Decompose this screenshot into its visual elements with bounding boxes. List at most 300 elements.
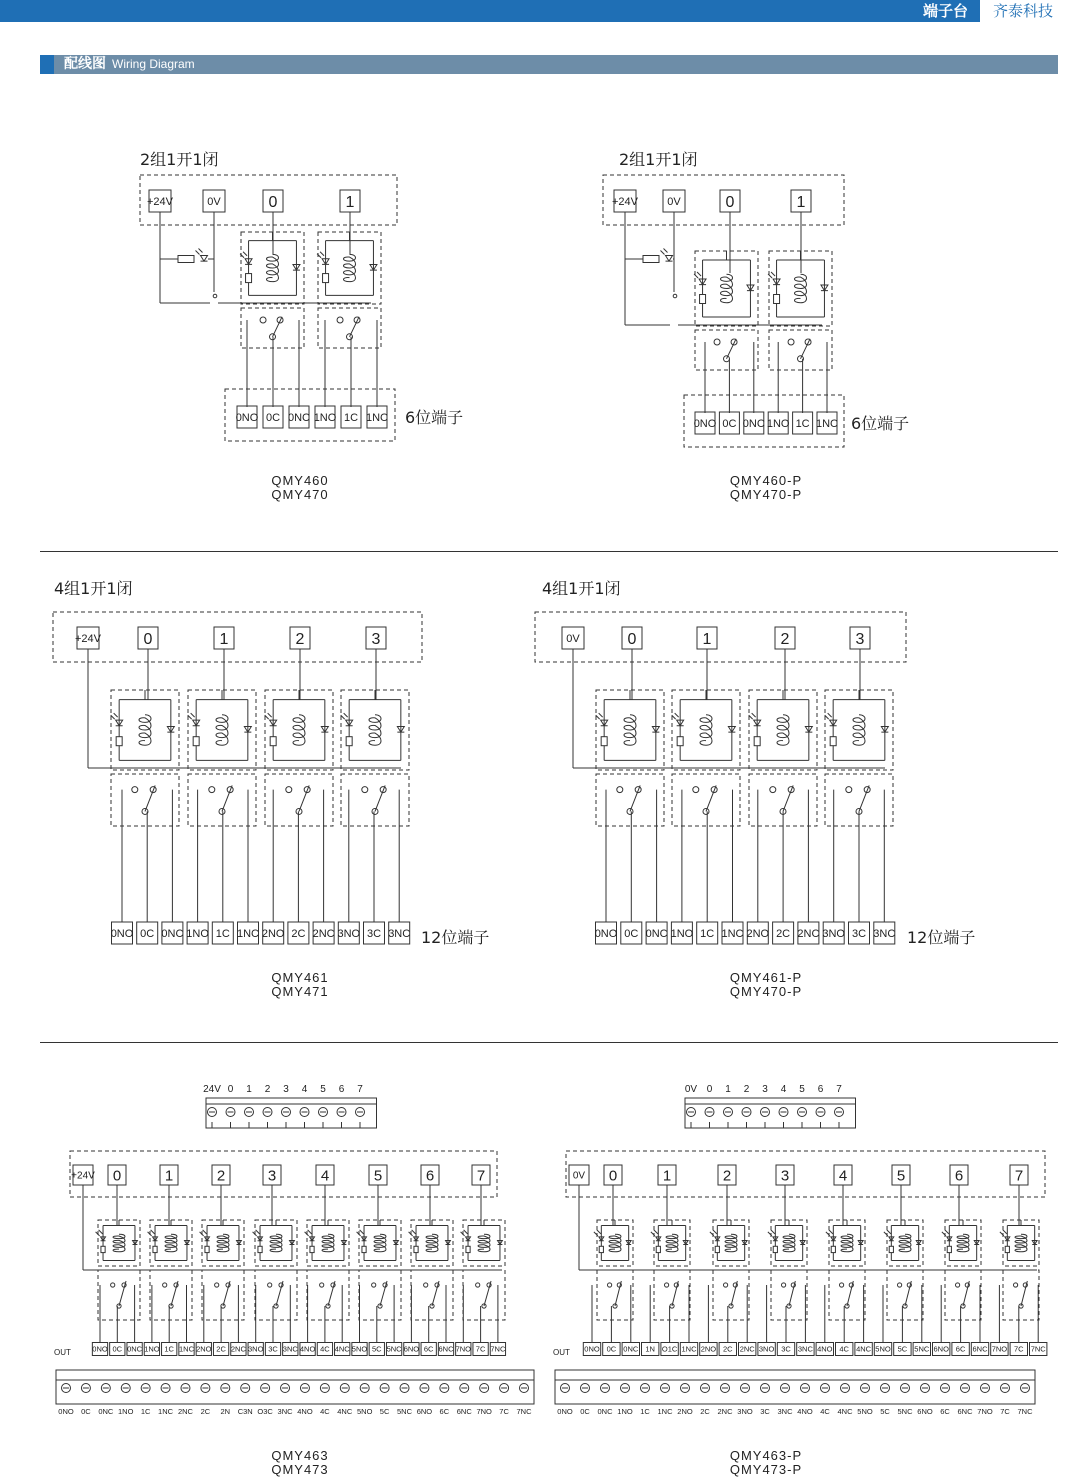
contact-point: [770, 787, 776, 793]
contact-point: [693, 787, 699, 793]
coil-icon: [165, 1234, 177, 1251]
led-ray: [99, 1230, 103, 1234]
coil-icon: [609, 1234, 621, 1251]
led-ray: [675, 713, 679, 717]
led-ray: [752, 713, 756, 717]
terminal-0c: 0C: [722, 417, 737, 430]
terminal-3no: 3NO: [247, 1344, 264, 1354]
terminal-1c: 1C: [164, 1344, 174, 1354]
relay-contact-frame: [695, 330, 758, 370]
header-label-5: 4: [301, 1084, 308, 1095]
led-ray: [599, 713, 603, 717]
bottom-label-19: 6C: [439, 1407, 450, 1416]
contact-point: [286, 787, 292, 793]
input-6: 6: [954, 1167, 964, 1185]
group-label: 4组1开1闭: [54, 579, 133, 598]
terminal-7c: 7C: [1014, 1344, 1024, 1354]
bottom-label-22: 7C: [1000, 1407, 1010, 1416]
terminal-3c: 3C: [781, 1344, 791, 1354]
relay-contact-frame: [771, 1270, 807, 1320]
terminal-0c: 0C: [140, 927, 155, 940]
bottom-label-5: 1NC: [158, 1407, 174, 1416]
bottom-label-3: 1NO: [118, 1407, 134, 1416]
bottom-label-0: 0NO: [58, 1407, 74, 1416]
resistor-icon: [831, 1246, 835, 1252]
coil-icon: [369, 715, 381, 745]
bottom-label-22: 7C: [499, 1407, 509, 1416]
terminal-3no: 3NO: [337, 927, 361, 940]
terminal-5nc: 5NC: [386, 1344, 402, 1354]
input-24v: +24V: [147, 195, 173, 208]
header-label-3: 2: [743, 1084, 750, 1095]
terminal-3c: 3C: [268, 1344, 278, 1354]
section-title-cn: 配线图: [64, 56, 106, 72]
bottom-label-1: 0C: [81, 1407, 91, 1416]
coil-icon: [267, 254, 279, 281]
input-6: 6: [425, 1167, 435, 1185]
terminal-6c: 6C: [423, 1344, 434, 1354]
header-label-6: 5: [320, 1084, 326, 1095]
coil-icon: [853, 715, 865, 745]
input-7: 7: [476, 1167, 486, 1185]
resistor-icon: [715, 1246, 719, 1252]
input-0: 0: [112, 1167, 122, 1185]
bottom-label-18: 6NO: [917, 1407, 933, 1416]
resistor-icon: [656, 1246, 660, 1252]
input-1: 1: [219, 630, 229, 648]
relay-contact-frame: [829, 1270, 865, 1320]
terminal-caption: 12位端子: [907, 928, 976, 947]
contact-point: [132, 787, 138, 793]
coil-icon: [478, 1234, 490, 1251]
category-label: 端子台: [922, 2, 968, 20]
led-icon: [666, 256, 673, 262]
resistor-icon: [947, 1246, 951, 1252]
model-number: QMY461: [271, 970, 329, 985]
contact-point: [215, 1283, 219, 1287]
terminal-5no: 5NO: [351, 1344, 368, 1354]
header-label-3: 2: [264, 1084, 271, 1095]
input-24v: +24V: [71, 1170, 95, 1182]
header-label-7: 6: [817, 1084, 824, 1095]
coil-icon: [700, 715, 712, 745]
resistor-icon: [466, 1246, 470, 1252]
led-ray: [320, 252, 324, 256]
led-ray: [828, 713, 832, 717]
terminal-1c: 1C: [215, 927, 230, 940]
resistor-icon: [773, 1246, 777, 1252]
input-5: 5: [373, 1167, 383, 1185]
resistor-icon: [414, 1246, 418, 1252]
terminal-0no: 0NO: [92, 1344, 108, 1354]
input-0: 0: [608, 1167, 618, 1185]
terminal-0nc: 0NC: [623, 1344, 639, 1354]
coil-icon: [293, 715, 305, 745]
terminal-6no: 6NO: [403, 1344, 420, 1354]
resistor-icon: [178, 256, 194, 263]
switch-point: [673, 294, 677, 298]
header-label-1: 0: [227, 1084, 234, 1095]
coil-icon: [344, 254, 356, 281]
input-2: 2: [722, 1167, 732, 1185]
coil-icon: [426, 1234, 438, 1251]
contact-point: [424, 1283, 428, 1287]
terminal-1nc: 1NC: [721, 927, 744, 940]
terminal-2c: 2C: [776, 927, 791, 940]
terminal-5c: 5C: [372, 1344, 382, 1354]
contact-point: [788, 339, 794, 345]
input-4: 4: [320, 1167, 330, 1185]
switch-point: [213, 294, 217, 298]
header-label-8: 7: [357, 1084, 363, 1095]
bottom-label-11: 3NC: [777, 1407, 793, 1416]
terminal-6nc: 6NC: [972, 1344, 988, 1354]
resistor-icon: [643, 256, 659, 263]
input-0: 0: [268, 193, 278, 211]
terminal-0no: 0NO: [693, 417, 717, 430]
relay-contact-frame: [318, 308, 381, 348]
model-number: QMY470-P: [729, 487, 803, 502]
bottom-label-10: O3C: [257, 1407, 273, 1416]
led-ray: [196, 251, 200, 255]
header-label-6: 5: [799, 1084, 805, 1095]
bottom-label-19: 6C: [940, 1407, 950, 1416]
bottom-label-23: 7NC: [1017, 1407, 1033, 1416]
coil-icon: [139, 715, 151, 745]
resistor-icon: [153, 1246, 157, 1252]
terminal-0no: 0NO: [235, 411, 259, 424]
resistor-icon: [889, 1246, 893, 1252]
resistor-icon: [346, 737, 352, 746]
header-label-2: 1: [246, 1084, 252, 1095]
led-ray: [151, 1230, 155, 1234]
terminal-2no: 2NO: [700, 1344, 717, 1354]
terminal-3nc: 3NC: [797, 1344, 813, 1354]
model-number: QMY463-P: [729, 1448, 803, 1463]
resistor-icon: [700, 295, 706, 304]
contact-point: [209, 787, 215, 793]
resistor-icon: [774, 295, 780, 304]
group-label: 2组1开1闭: [140, 150, 219, 169]
terminal-caption: 6位端子: [405, 408, 464, 427]
out-label: OUT: [553, 1348, 570, 1357]
out-label: OUT: [54, 1348, 71, 1357]
terminal-5no: 5NO: [875, 1344, 891, 1354]
terminal-0c: 0C: [606, 1344, 617, 1354]
terminal-1nc: 1NC: [178, 1344, 195, 1354]
contact-point: [111, 1283, 115, 1287]
contact-point: [476, 1283, 480, 1287]
terminal-2no: 2NO: [196, 1344, 212, 1354]
contact-point: [782, 1283, 786, 1287]
contact-point: [665, 1283, 669, 1287]
coil-icon: [217, 1234, 229, 1251]
header-label-8: 7: [836, 1084, 842, 1095]
bottom-label-5: 1NC: [657, 1407, 673, 1416]
led-ray: [771, 272, 775, 276]
terminal-0nc: 0NC: [742, 417, 765, 430]
bottom-label-9: C3N: [237, 1407, 253, 1416]
terminal-7nc: 7NC: [490, 1344, 506, 1354]
header-label-7: 6: [338, 1084, 345, 1095]
coil-icon: [270, 1234, 282, 1251]
contact-point: [362, 787, 368, 793]
terminal-3c: 3C: [366, 927, 382, 940]
relay-contact-frame: [463, 1270, 505, 1320]
bottom-label-12: 4NO: [297, 1407, 313, 1416]
terminal-0nc: 0NC: [645, 927, 668, 940]
bottom-label-15: 5NO: [857, 1407, 873, 1416]
model-number: QMY463: [271, 1448, 329, 1463]
terminal-0c: 0C: [112, 1344, 123, 1354]
contact-point: [608, 1283, 612, 1287]
terminal-3nc: 3NC: [388, 927, 411, 940]
contact-point: [724, 1283, 728, 1287]
input-0v: 0V: [572, 1170, 586, 1182]
model-number: QMY461-P: [729, 970, 803, 985]
terminal-1n: 1N: [645, 1344, 655, 1354]
model-number: QMY470-P: [729, 984, 803, 999]
contact-point: [337, 317, 343, 323]
input-1: 1: [702, 630, 712, 648]
terminal-7c: 7C: [475, 1344, 486, 1354]
led-ray: [256, 1230, 260, 1234]
terminal-2nc: 2NC: [739, 1344, 755, 1354]
coil-icon: [666, 1234, 678, 1251]
relay-contact-frame: [150, 1270, 192, 1320]
model-number: QMY470: [271, 487, 329, 502]
bottom-label-7: 2C: [200, 1407, 211, 1416]
relay-contact-frame: [98, 1270, 140, 1320]
resistor-icon: [246, 274, 252, 283]
relay-contact-frame: [265, 774, 333, 826]
bottom-label-6: 2NO: [677, 1407, 693, 1416]
terminal-2nc: 2NC: [797, 927, 820, 940]
coil-icon: [113, 1234, 125, 1251]
input-5: 5: [896, 1167, 906, 1185]
coil-icon: [783, 1234, 795, 1251]
bottom-label-20: 6NC: [456, 1407, 472, 1416]
input-3: 3: [267, 1167, 277, 1185]
input-0v: 0V: [207, 195, 221, 208]
bottom-label-14: 4NC: [837, 1407, 853, 1416]
resistor-icon: [677, 737, 683, 746]
terminal-1c: 1C: [343, 411, 359, 424]
input-0: 0: [143, 630, 153, 648]
contact-point: [268, 1283, 272, 1287]
contact-point: [714, 339, 720, 345]
terminal-0no: 0NO: [110, 927, 134, 940]
contact-point: [163, 1283, 167, 1287]
terminal-1no: 1NO: [766, 417, 790, 430]
header-label-5: 4: [780, 1084, 787, 1095]
terminal-1nc: 1NC: [681, 1344, 697, 1354]
coil-icon: [624, 715, 636, 745]
terminal-0c: 0C: [265, 411, 281, 424]
input-0v: 0V: [566, 632, 580, 645]
terminal-1no: 1NO: [670, 927, 694, 940]
terminal-0no: 0NO: [594, 927, 618, 940]
contact-point: [260, 317, 266, 323]
terminal-1nc: 1NC: [236, 927, 260, 940]
terminal-5nc: 5NC: [914, 1344, 930, 1354]
coil-icon: [899, 1234, 911, 1251]
input-0v: 0V: [667, 195, 681, 208]
input-3: 3: [780, 1167, 790, 1185]
group-label: 4组1开1闭: [542, 579, 621, 598]
input-1: 1: [164, 1167, 174, 1185]
terminal-0nc: 0NC: [287, 411, 311, 424]
terminal-2no: 2NO: [746, 927, 770, 940]
model-number: QMY460-P: [729, 473, 803, 488]
header-label-0: 24V: [203, 1084, 221, 1095]
resistor-icon: [599, 1246, 603, 1252]
terminal-4c: 4C: [320, 1344, 330, 1354]
coil-icon: [374, 1234, 386, 1251]
bottom-label-17: 5NC: [897, 1407, 913, 1416]
terminal-3nc: 3NC: [873, 927, 896, 940]
led-ray: [114, 713, 118, 717]
coil-icon: [777, 715, 789, 745]
model-number: QMY473-P: [729, 1462, 803, 1477]
bottom-label-16: 5C: [880, 1407, 890, 1416]
input-4: 4: [838, 1167, 848, 1185]
input-7: 7: [1014, 1167, 1024, 1185]
led-ray: [464, 1230, 468, 1234]
bottom-label-13: 4C: [320, 1407, 330, 1416]
terminal-5c: 5C: [897, 1344, 908, 1354]
company-name: 齐泰科技: [980, 0, 1066, 22]
terminal-4nc: 4NC: [334, 1344, 350, 1354]
bottom-label-9: 3NO: [737, 1407, 753, 1416]
input-frame: [603, 175, 844, 225]
contact-point: [320, 1283, 324, 1287]
terminal-3nc: 3NC: [282, 1344, 298, 1354]
bottom-label-3: 1NO: [617, 1407, 633, 1416]
terminal-2c: 2C: [723, 1344, 733, 1354]
bottom-label-20: 6NC: [957, 1407, 973, 1416]
contact-point: [1014, 1283, 1018, 1287]
terminal-0c: 0C: [624, 927, 639, 940]
resistor-icon: [362, 1246, 366, 1252]
input-1: 1: [345, 193, 355, 211]
terminal-4c: 4C: [839, 1344, 849, 1354]
led-ray: [768, 274, 772, 278]
terminal-2no: 2NO: [261, 927, 285, 940]
input-3: 3: [371, 630, 381, 648]
bottom-label-11: 3NC: [277, 1407, 293, 1416]
header-label-2: 1: [725, 1084, 731, 1095]
led-ray: [694, 274, 698, 278]
input-frame: [566, 1151, 1045, 1197]
terminal-1nc: 1NC: [365, 411, 389, 424]
terminal-7nc: 7NC: [1030, 1344, 1046, 1354]
coil-icon: [216, 715, 228, 745]
terminal-6no: 6NO: [933, 1344, 949, 1354]
contact-point: [372, 1283, 376, 1287]
led-icon: [201, 256, 208, 262]
bottom-label-8: 2N: [220, 1407, 231, 1416]
model-number: QMY473: [271, 1462, 329, 1477]
coil-icon: [1015, 1234, 1027, 1251]
relay-contact-frame: [887, 1270, 923, 1320]
relay-contact-frame: [654, 1270, 690, 1320]
section-title-en: Wiring Diagram: [112, 57, 195, 71]
resistor-icon: [205, 1246, 209, 1252]
terminal-4no: 4NO: [817, 1344, 833, 1354]
led-ray: [412, 1230, 416, 1234]
led-ray: [697, 272, 701, 276]
bottom-label-17: 5NC: [397, 1407, 413, 1416]
bottom-label-7: 2C: [700, 1407, 710, 1416]
terminal-7no: 7NO: [991, 1344, 1008, 1354]
terminal-2nc: 2NC: [312, 927, 335, 940]
input-1: 1: [662, 1167, 672, 1185]
bottom-label-6: 2NC: [177, 1407, 193, 1416]
terminal-o1c: O1C: [661, 1344, 678, 1354]
input-3: 3: [855, 630, 865, 648]
input-24v: +24V: [612, 195, 638, 208]
header-label-1: 0: [706, 1084, 713, 1095]
terminal-6nc: 6NC: [438, 1344, 454, 1354]
bottom-label-4: 1C: [140, 1407, 151, 1416]
contact-point: [956, 1283, 960, 1287]
led-ray: [203, 1230, 207, 1234]
terminal-1c: 1C: [795, 417, 810, 430]
relay-contact-frame: [359, 1270, 401, 1320]
input-frame: [53, 612, 422, 662]
bottom-label-15: 5NO: [356, 1407, 373, 1416]
input-2: 2: [295, 630, 305, 648]
led-ray: [661, 251, 665, 255]
relay-contact-frame: [411, 1270, 453, 1320]
terminal-1no: 1NO: [186, 927, 209, 940]
led-ray: [268, 713, 272, 717]
terminal-6c: 6C: [955, 1344, 966, 1354]
terminal-2nc: 2NC: [230, 1344, 246, 1354]
bottom-label-18: 6NO: [416, 1407, 433, 1416]
resistor-icon: [101, 1246, 105, 1252]
bottom-label-16: 5C: [379, 1407, 390, 1416]
terminal-2c: 2C: [216, 1344, 226, 1354]
resistor-icon: [1005, 1246, 1009, 1252]
led-ray: [243, 252, 247, 256]
bottom-label-0: 0NO: [557, 1407, 573, 1416]
relay-contact-frame: [945, 1270, 981, 1320]
contact-point: [840, 1283, 844, 1287]
resistor-icon: [193, 737, 199, 746]
bottom-label-21: 7NO: [476, 1407, 492, 1416]
header-label-4: 3: [762, 1084, 768, 1095]
bottom-label-8: 2NC: [717, 1407, 733, 1416]
terminal-1no: 1NO: [313, 411, 337, 424]
header-label-4: 3: [283, 1084, 289, 1095]
bottom-label-4: 1C: [640, 1407, 650, 1416]
bottom-label-1: 0C: [580, 1407, 590, 1416]
relay-contact-frame: [597, 1270, 633, 1320]
resistor-icon: [601, 737, 607, 746]
led-ray: [191, 713, 195, 717]
terminal-0no: 0NO: [584, 1344, 600, 1354]
terminal-2c: 2C: [291, 927, 306, 940]
relay-contact-frame: [202, 1270, 244, 1320]
bottom-label-21: 7NO: [977, 1407, 993, 1416]
contact-point: [846, 787, 852, 793]
terminal-3no: 3NO: [758, 1344, 775, 1354]
contact-point: [898, 1283, 902, 1287]
terminal-caption: 6位端子: [851, 414, 910, 433]
resistor-icon: [258, 1246, 262, 1252]
